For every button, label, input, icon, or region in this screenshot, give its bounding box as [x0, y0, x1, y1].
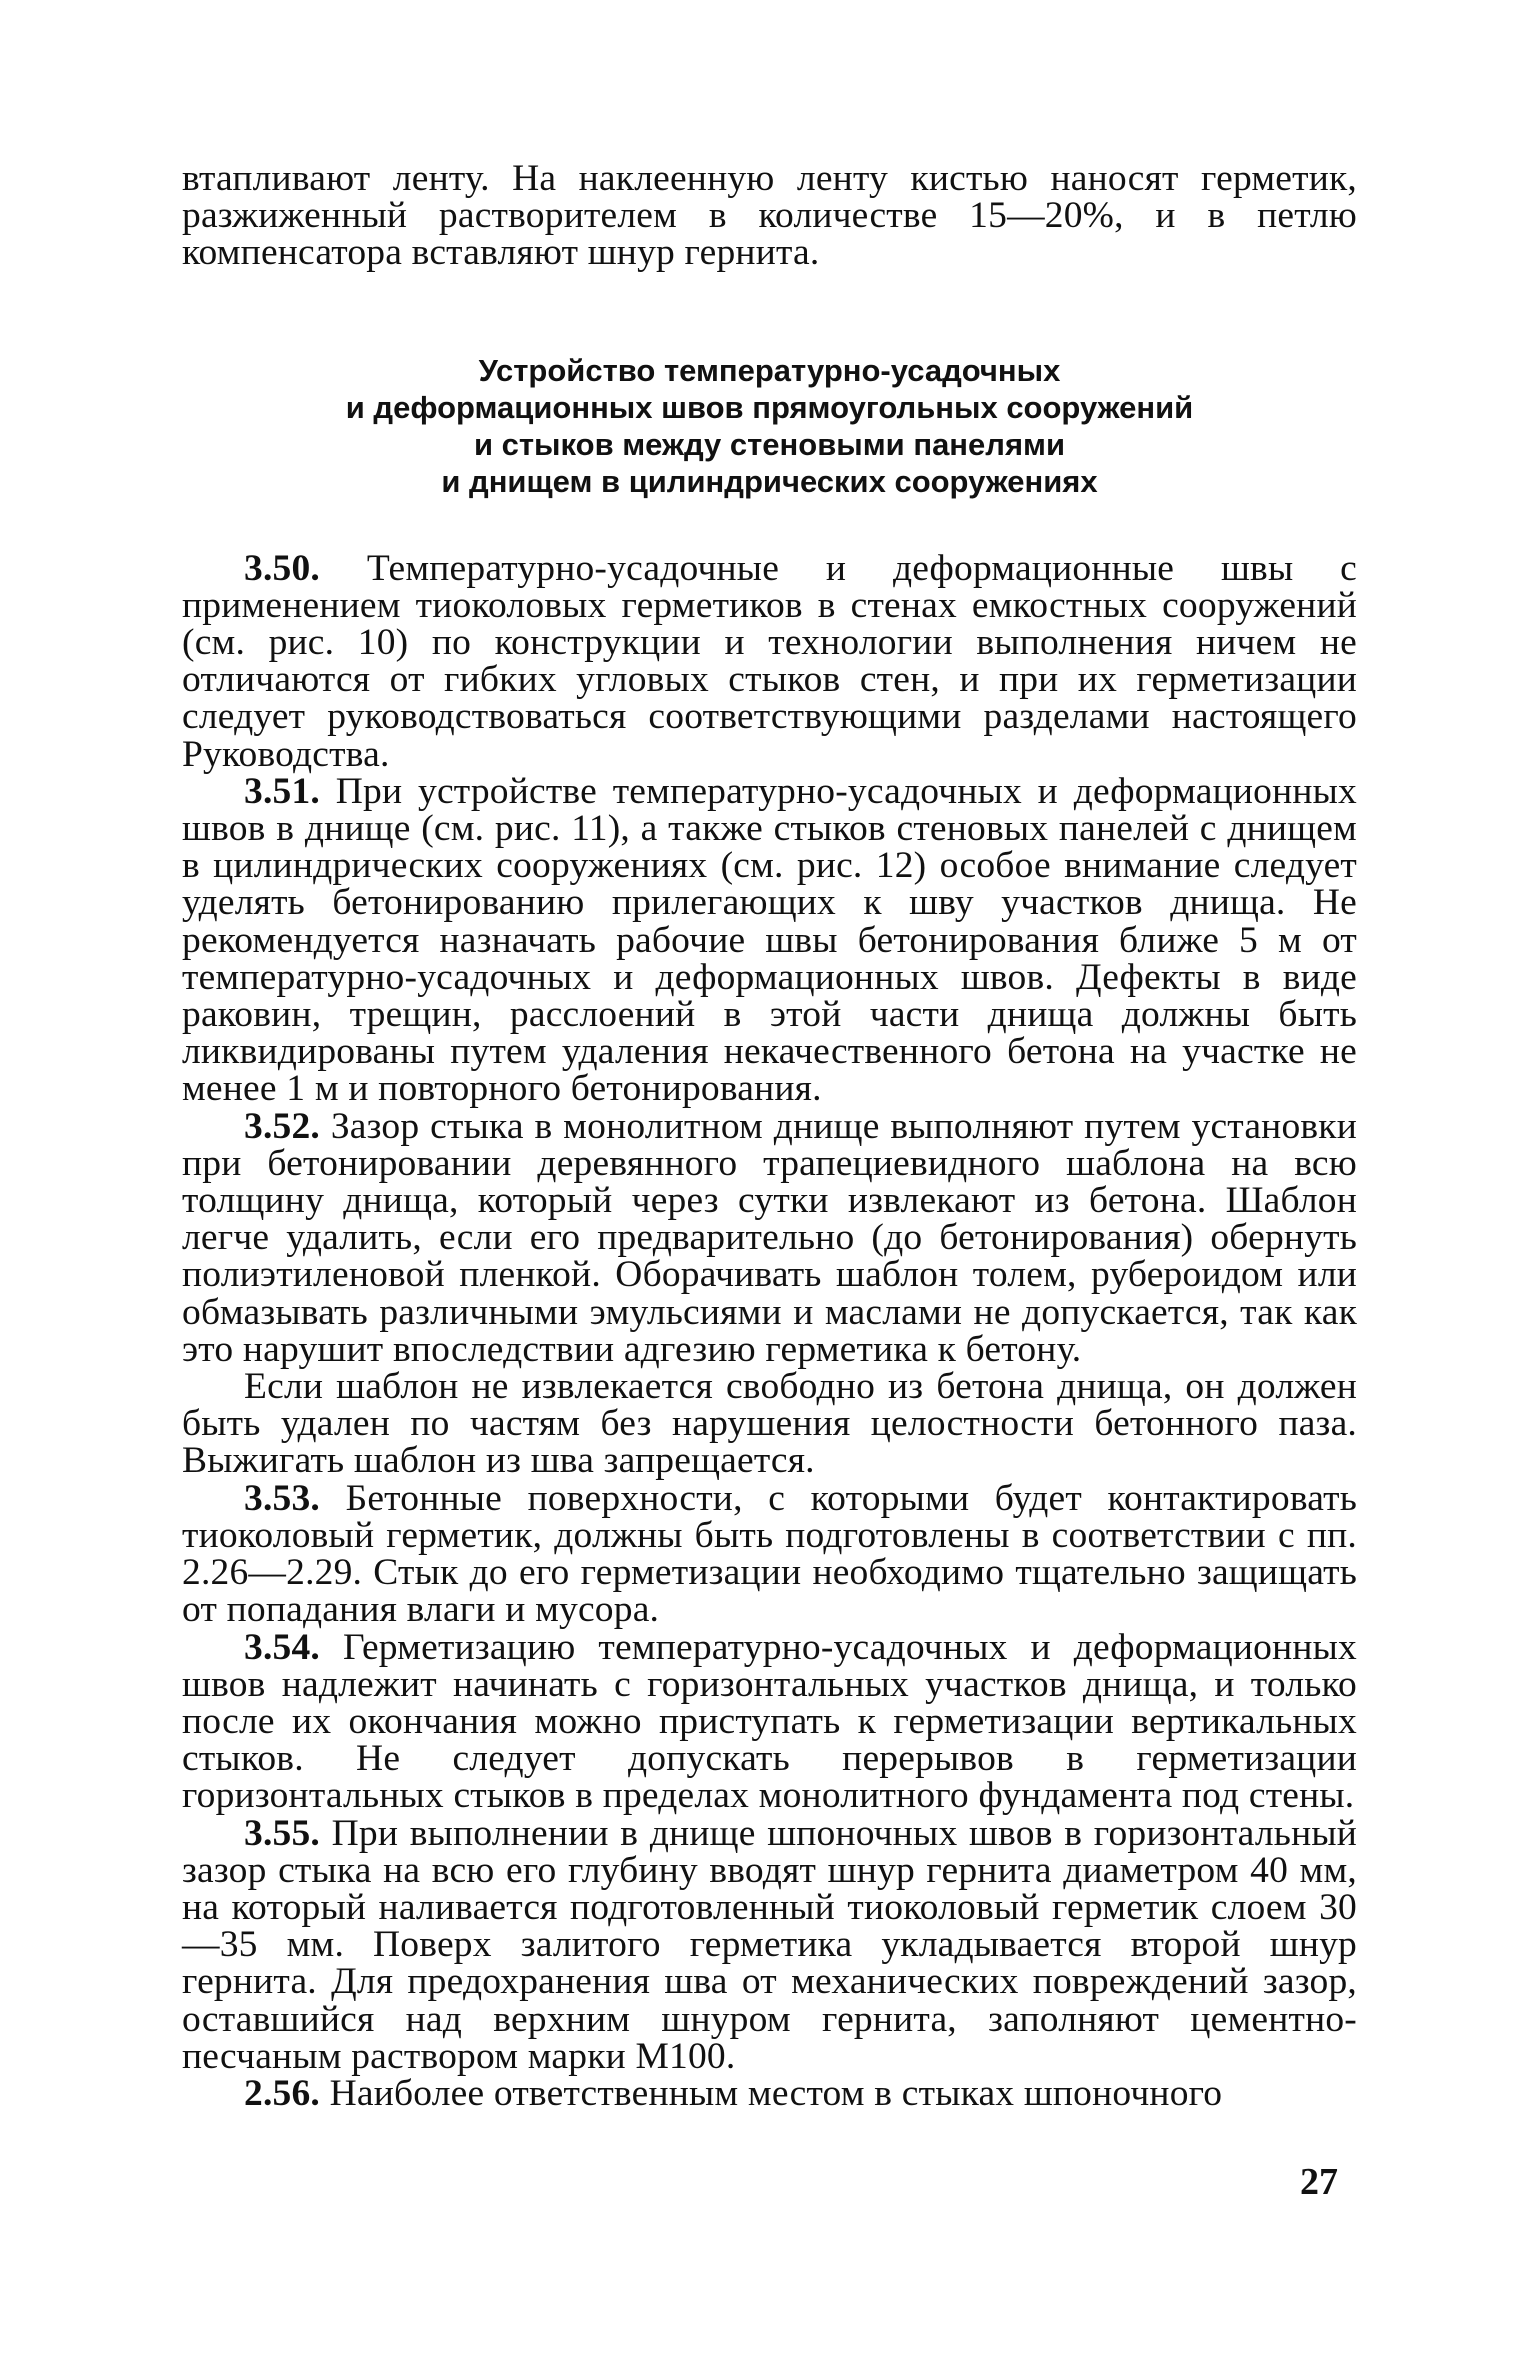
paragraph-3-53	[182, 1477, 1358, 1631]
paragraph-text: При устройстве температурно-усадочных и деформационных швов в днище (см. рис. 11), а также стыков стеновых панелей с днищем в цилиндрических сооружениях (см. рис. 12) особое внимание следует уделять бетонированию прилегающих к шву участков днища. Не рекомендуется назначать рабочие швы бетонирования ближе 5 м от температурно-усадочных и деформационных швов. Дефекты в виде раковин, трещин, расслоений в этой части днища должны быть ликвидированы путем удаления некачественного бетона на участке не менее 1 м и повторного бетонирования.	[182, 770, 1357, 1110]
paragraph-text: Зазор стыка в монолитном днище выполняют путем установки при бетонировании деревянного трапециевидного шаблона на всю толщину днища, который через сутки извлекают из бетона. Шаблон легче удалить, если его предварительно (до бетонирования) обернуть полиэтиленовой пленкой. Оборачивать шаблон толем, рубероидом или обмазывать различными эмульсиями и маслами не допускается, так как это нарушит впоследствии адгезию герметика к бетону.	[182, 1105, 1357, 1370]
paragraph-3-52-continued	[182, 1368, 1357, 1480]
paragraph-3-54	[182, 1626, 1358, 1817]
paragraph-2-56	[182, 2072, 1357, 2114]
heading-line-2: и деформационных швов прямоугольных сооружений	[345, 389, 1194, 425]
heading-line-4: и днищем в цилиндрических сооружениях	[441, 463, 1098, 499]
section-heading	[182, 352, 1357, 500]
paragraph-number: 3.52.	[244, 1105, 320, 1147]
paragraph-number: 3.50.	[244, 547, 320, 589]
page-number: 27	[1300, 2161, 1338, 2203]
paragraph-text: Наиболее ответственным местом в стыках шпоночного	[329, 2072, 1223, 2114]
paragraph-number: 2.56.	[244, 2072, 320, 2114]
paragraph-3-55	[182, 1812, 1357, 2077]
paragraph-number: 3.55.	[244, 1812, 320, 1854]
intro-paragraph: втапливают ленту. На наклеенную ленту кистью наносят герметик, разжиженный растворителем в количестве 15—20%, и в петлю компенсатора вставляют шнур гернита.	[182, 158, 1357, 274]
paragraph-text: Бетонные поверхности, с которыми будет контактировать тиоколовый герметик, должны быть подготовлены в соответствии с пп. 2.26—2.29. Стык до его герметизации необходимо тщательно защищать от попадания влаги и мусора.	[182, 1477, 1358, 1631]
document-page	[182, 160, 1357, 2310]
paragraph-text: Температурно-усадочные и деформационные швы с применением тиоколовых герметиков в стенах емкостных сооружений (см. рис. 10) по конструкции и технологии выполнения ничем не отличаются от гибких угловых стыков стен, и при их герметизации следует руководствоваться соответствующими разделами настоящего Руководства.	[182, 547, 1357, 775]
paragraph-text: При выполнении в днище шпоночных швов в горизонтальный зазор стыка на всю его глубину вводят шнур гернита диаметром 40 мм, на который наливается подготовленный тиоколовый герметик слоем 30—35 мм. Поверх залитого герметика укладывается второй шнур гернита. Для предохранения шва от механических повреждений зазор, оставшийся над верхним шнуром гернита, заполняют цементно-песчаным раствором марки М100.	[182, 1812, 1357, 2077]
paragraph-number: 3.51.	[244, 770, 320, 812]
paragraph-3-50	[182, 547, 1357, 775]
paragraph-3-52	[182, 1105, 1357, 1370]
paragraph-number: 3.53.	[244, 1477, 320, 1519]
heading-line-1: Устройство температурно-усадочных	[478, 352, 1061, 388]
heading-line-3: и стыков между стеновыми панелями	[473, 426, 1066, 462]
paragraph-3-51	[182, 770, 1357, 1110]
paragraph-text: Герметизацию температурно-усадочных и деформационных швов надлежит начинать с горизонтальных участков днища, и только после их окончания можно приступать к герметизации вертикальных стыков. Не следует допускать перерывов в герметизации горизонтальных стыков в пределах монолитного фундамента под стены.	[182, 1626, 1358, 1817]
paragraph-text: Если шаблон не извлекается свободно из бетона днища, он должен быть удален по частям без нарушения целостности бетонного паза. Выжигать шаблон из шва запрещается.	[182, 1366, 1357, 1482]
paragraph-number: 3.54.	[244, 1626, 320, 1668]
